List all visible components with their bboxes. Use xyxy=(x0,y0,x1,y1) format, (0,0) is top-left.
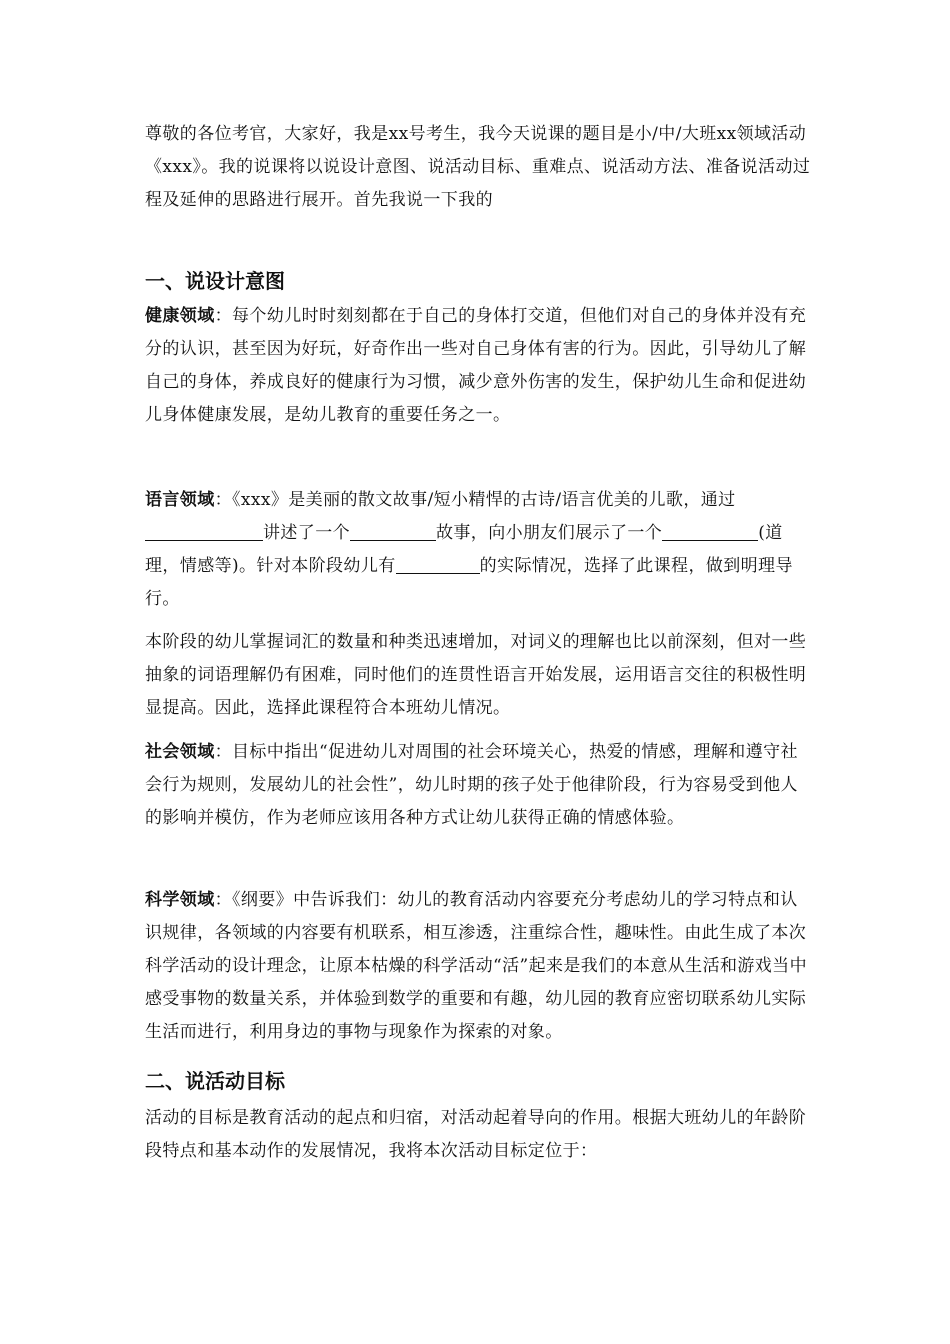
fill-blank-2 xyxy=(350,520,436,541)
health-paragraph xyxy=(145,300,813,432)
language-text-4: (道理，情感等)。针对本阶段幼儿有 xyxy=(145,523,783,576)
language-text-3: 故事，向小朋友们展示了一个 xyxy=(436,523,663,543)
language-extra-paragraph xyxy=(145,626,813,725)
science-label: 科学领域 xyxy=(145,890,215,910)
social-label: 社会领域 xyxy=(145,742,215,762)
intro-text: 尊敬的各位考官，大家好，我是xx号考生，我今天说课的题目是小/中/大班xx领域活动《xxx》。我的说课将以说设计意图、说活动目标、重难点、说活动方法、准备说活动过程及延伸的思路进行展开。首先我说一下我的 xyxy=(145,124,811,210)
fill-blank-1 xyxy=(145,520,263,541)
fill-blank-3 xyxy=(662,520,758,541)
social-paragraph xyxy=(145,736,813,835)
science-text: ：《纲要》中告诉我们：幼儿的教育活动内容要充分考虑幼儿的学习特点和认识规律，各领域的内容要有机联系，相互渗透，注重综合性，趣味性。由此生成了本次科学活动的设计理念，让原本枯燥的科学活动“活”起来是我们的本意从生活和游戏当中感受事物的数量关系，并体验到数学的重要和有趣，幼儿园的教育应密切联系幼儿实际生活而进行，利用身边的事物与现象作为探索的对象。 xyxy=(145,890,807,1042)
section-2-heading: 二、说活动目标 xyxy=(145,1069,285,1093)
science-paragraph xyxy=(145,884,813,1049)
goals-paragraph xyxy=(145,1102,813,1168)
section-1-heading: 一、说设计意图 xyxy=(145,269,285,293)
language-text-2: 讲述了一个 xyxy=(263,523,350,543)
health-text: ：每个幼儿时时刻刻都在于自己的身体打交道，但他们对自己的身体并没有充分的认识，甚至因为好玩，好奇作出一些对自己身体有害的行为。因此，引导幼儿了解自己的身体，养成良好的健康行为习惯，减少意外伤害的发生，保护幼儿生命和促进幼儿身体健康发展，是幼儿教育的重要任务之一。 xyxy=(145,306,807,425)
language-extra-text: 本阶段的幼儿掌握词汇的数量和种类迅速增加，对词义的理解也比以前深刻，但对一些抽象的词语理解仍有困难，同时他们的连贯性语言开始发展，运用语言交往的积极性明显提高。因此，选择此课程符合本班幼儿情况。 xyxy=(145,632,807,718)
goals-text: 活动的目标是教育活动的起点和归宿，对活动起着导向的作用。根据大班幼儿的年龄阶段特点和基本动作的发展情况，我将本次活动目标定位于： xyxy=(145,1108,807,1161)
health-label: 健康领域 xyxy=(145,306,215,326)
social-text: ：目标中指出“促进幼儿对周围的社会环境关心，热爱的情感，理解和遵守社会行为规则，发展幼儿的社会性”，幼儿时期的孩子处于他律阶段，行为容易受到他人的影响并模仿，作为老师应该用各种方式让幼儿获得正确的情感体验。 xyxy=(145,742,798,828)
language-label: 语言领域 xyxy=(145,490,215,510)
language-text-5: 的实际情况，选择了此课程，做到明理导行。 xyxy=(145,556,793,609)
fill-blank-4 xyxy=(396,553,480,574)
intro-paragraph xyxy=(145,118,813,217)
language-text-1: ：《xxx》是美丽的散文故事/短小精悍的古诗/语言优美的儿歌，通过 xyxy=(214,490,736,510)
language-paragraph xyxy=(145,484,813,616)
